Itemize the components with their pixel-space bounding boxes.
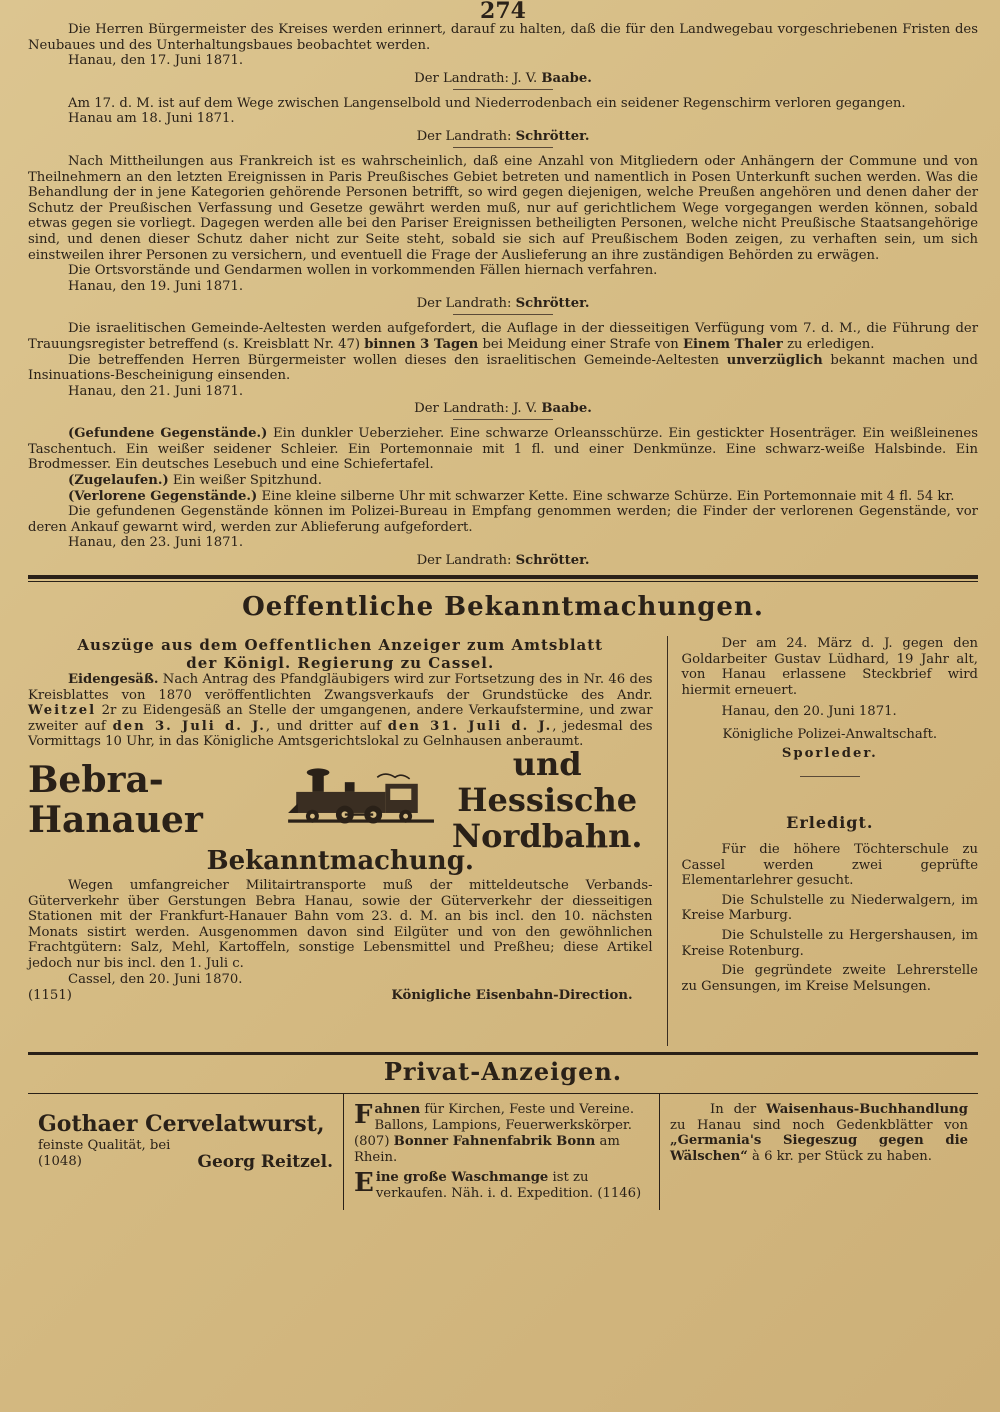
stray-label: (Zugelaufen.) (68, 473, 169, 489)
notice-regenschirm (28, 96, 978, 148)
ad-fahnen-place: am Rhein. (354, 1134, 620, 1166)
notice-text-part: Die betreffenden Herren Bürgermeister wollen dieses den israelitischen Gemeinde-Aeltesten (68, 352, 719, 368)
bahn-title-right-line1: und Hessische (457, 745, 638, 819)
steckbrief-date: Hanau, den 20. Juni 1871. (721, 704, 897, 720)
section-divider-thick (28, 575, 978, 579)
ad-waschmange-text: ist zu verkaufen. Näh. i. d. Expedition. (375, 1170, 594, 1202)
notice-fundsachen (28, 426, 978, 569)
lost-items (28, 489, 978, 505)
ad-waisenhaus-part: In der (710, 1102, 757, 1118)
left-column (28, 636, 668, 1046)
auction-date-1: den 3. Juli d. J. (112, 718, 266, 734)
notice-landwegebau (28, 22, 978, 90)
bahn-title-right (442, 746, 653, 854)
bahn-title-left: Bebra-Hanauer (28, 759, 203, 841)
private-ads (28, 1093, 978, 1210)
ad-waisenhaus-firm: Waisenhaus-Buchhandlung (766, 1102, 968, 1118)
steckbrief-sig1: Königliche Polizei-Anwaltschaft. (722, 727, 938, 742)
notice-date: Hanau, den 23. Juni 1871. (68, 535, 244, 551)
signature-prefix: Der Landrath: (416, 296, 512, 312)
deadline-emphasis: binnen 3 Tagen (364, 336, 479, 352)
notice-text: Die Herren Bürgermeister des Kreises werden erinnert, darauf zu halten, daß die für den Landwegebau vorgeschriebenen Fristen des Neubaues und des Unterhaltungsbaues beobachtet werden. (28, 22, 978, 53)
section-title: Oeffentliche Bekanntmachungen. (242, 592, 764, 623)
ad-fahnen-word: ahnen (374, 1102, 421, 1118)
notice-text (28, 321, 978, 352)
notice-date: Hanau am 18. Juni 1871. (68, 111, 235, 127)
erledigt-item-2: Die Schulstelle zu Niederwalgern, im Kreise Marburg. (681, 892, 978, 924)
ad-gotha-name: Georg Reitzel. (197, 1152, 333, 1173)
privat-title: Privat-Anzeigen. (383, 1057, 623, 1087)
separator (453, 147, 553, 148)
notice-date: Hanau, den 17. Juni 1871. (68, 53, 244, 69)
signature-name: Schrötter. (515, 128, 590, 144)
signature-name: Schrötter. (515, 553, 590, 569)
bahn-date: Cassel, den 20. Juni 1870. (68, 971, 243, 987)
ad-fahnen-block (354, 1102, 649, 1166)
signature-name: Baabe. (541, 401, 592, 417)
bahn-text: Wegen umfangreicher Militairtransporte muß der mitteldeutsche Verbands-Güterverkehr über Gerstungen Bebra Hanau, sowie der Güterverkehr der diesseitigen Stationen mit der Frankfurt-Hanauer Bahn vom 23. d. M. an bis incl. den 10. nächsten Monats sistirt werden. Ausgenommen davon sind Eilgüter und von den gewöhnlichen Frachtgütern: Salz, Mehl, Kartoffeln, sonstige Lebensmittel und Preßheu; diese Artikel jedoch nur bis incl. den 1. Juli c. (28, 878, 653, 971)
ad-fahnen (344, 1094, 660, 1210)
signature-name: Schrötter. (515, 296, 590, 312)
notice-signature (28, 295, 978, 312)
ad-fahnen-number: (807) (354, 1134, 390, 1150)
found-text: Ein dunkler Ueberzieher. Eine schwarze Orleansschürze. Ein gestickter Hosenträger. Ein weißleinenes Taschentuch. Ein weißer seidener Schleier. Ein Portemonnaie mit 1 fl. und einer Denkmünze. Eine schwarz-weiße Halsbinde. Ein Brodmesser. Ein deutsches Lesebuch und eine Schiefertafel. (28, 426, 978, 473)
auszuege-heading-line2: der Königl. Regierung zu Cassel. (186, 654, 495, 673)
auszuege-heading-line1: Auszüge aus dem Oeffentlichen Anzeiger zum Amtsblatt (77, 636, 604, 655)
auction-date-2: den 31. Juli d. J. (387, 718, 553, 734)
auszuege-text (28, 672, 653, 750)
section-divider-thin (28, 581, 978, 582)
bahn-title-row (28, 745, 653, 855)
found-items (28, 426, 978, 473)
ad-gothaer-cervelatwurst (28, 1094, 344, 1210)
lost-text: Eine kleine silberne Uhr mit schwarzer Kette. Eine schwarze Schürze. Ein Portemonnaie mit 4 fl. 54 kr. (261, 488, 955, 504)
notice-text-2: Die Ortsvorstände und Gendarmen wollen in vorkommenden Fällen hiernach verfahren. (68, 263, 658, 279)
ad-waisenhaus-text (670, 1102, 968, 1164)
notice-text-part: Die israelitischen Gemeinde-Aeltesten werden aufgefordert, die Auflage in der diesseitigen Verfügung vom 7. d. M., die Führung der Trauungsregister betreffend (s. Kreisblatt Nr. 47) (28, 321, 978, 352)
notice-text-part: bei Meidung einer Strafe von (482, 336, 679, 352)
bahn-ad-number: (1151) (28, 988, 72, 1004)
ad-waschmange-number: (1146) (597, 1186, 642, 1202)
separator (800, 776, 860, 777)
notice-text-2: Die gefundenen Gegenstände können im Polizei-Bureau in Empfang genommen werden; die Finder der verlorenen Gegenstände, vor deren Ankauf gewarnt wird, werden zur Ablieferung aufgefordert. (28, 504, 978, 535)
ad-gotha-number: (1048) (38, 1154, 82, 1170)
bahn-signature: Königliche Eisenbahn-Direction. (391, 988, 633, 1004)
auszuege-heading (28, 636, 653, 672)
notice-text: Am 17. d. M. ist auf dem Wege zwischen Langenselbold und Niederrodenbach ein seidener Regenschirm verloren gegangen. (68, 95, 906, 111)
notice-signature (28, 128, 978, 145)
ad-gotha-line2: feinste Qualität, bei (38, 1138, 171, 1154)
auszuege-text-part: , und dritter auf (265, 718, 381, 734)
person-name: Weitzel (28, 703, 97, 719)
erledigt-item-1: Für die höhere Töchterschule zu Cassel werden zwei geprüfte Elementarlehrer gesucht. (681, 842, 978, 889)
ad-waschmange-word: ine große Waschmange (375, 1170, 549, 1186)
steckbrief-sig2: Sporleder. (781, 746, 878, 761)
ad-waisenhaus-part: zu Hanau sind noch Gedenkblätter von (670, 1117, 968, 1133)
found-label: (Gefundene Gegenstände.) (68, 426, 268, 442)
ad-waisenhaus (660, 1094, 978, 1210)
ad-waisenhaus-title: „Germania's Siegeszug gegen die Wälschen“ (670, 1133, 968, 1164)
right-column (668, 636, 978, 1046)
separator (453, 89, 553, 90)
signature-prefix: Der Landrath: J. V. (414, 70, 538, 86)
erledigt-item-4: Die gegründete zweite Lehrerstelle zu Gensungen, im Kreise Melsungen. (681, 963, 978, 994)
ad-waisenhaus-part: à 6 kr. per Stück zu haben. (752, 1148, 932, 1164)
auszuege-text-part: , jedesmal des Vormittags 10 Uhr, in das Königliche Amtsgerichtslokal zu Gelnhausen anberaumt. (28, 718, 653, 750)
ad-waschmange-dropcap: E (354, 1170, 374, 1199)
ad-gotha-footer (38, 1152, 333, 1173)
ad-waschmange-block (354, 1170, 649, 1202)
notice-commune (28, 154, 978, 315)
stray-items (28, 473, 978, 489)
auszuege-text-part: Nach Antrag des Pfandgläubigers wird zur Fortsetzung des in Nr. 46 des Kreisblattes von 1870 veröffentlichten Zwangsverkaufs der Grundstücke des Andr. (28, 672, 653, 703)
separator (453, 314, 553, 315)
stray-text: Ein weißer Spitzhund. (172, 473, 322, 489)
ad-fahnen-firm: Bonner Fahnenfabrik Bonn (393, 1134, 596, 1150)
locomotive-icon (280, 760, 442, 840)
notice-signature (28, 400, 978, 417)
notice-text-part: bekannt machen und Insinuations-Bescheinigung einsenden. (28, 352, 978, 384)
ad-gotha-title: Gothaer Cervelatwurst, (38, 1111, 325, 1138)
lost-label: (Verlorene Gegenstände.) (68, 488, 258, 504)
notice-text: Nach Mittheilungen aus Frankreich ist es wahrscheinlich, daß eine Anzahl von Mitgliedern oder Anhängern der Commune und von Theilnehmern an den letzten Ereignissen in Paris Preußisches Gebiet betreten und namentlich in Posen Unterkunft suchen werden. Was die Behandlung der in jene Kategorien gehörende Personen betrifft, so wird gegen diejenigen, welche Preußen angehören und denen daher der Schutz der Preußischen Verfassung und Gesetze gewährt werden muß, nur auf gerichtlichem Wege vorgegangen werden können, sobald etwas gegen sie vorliegt. Dagegen werden alle bei den Pariser Ereignissen betheiligten Personen, welche nicht Preußische Staatsangehörige sind, und denen dieser Schutz daher nicht zur Seite steht, sobald sie sich auf Preußischem Boden zeigen, zu verhaften sein, um sich einstweilen ihrer Personen zu versichern, und eventuell die Frage der Auslieferung an ihre zuständigen Behörden zu erwägen. (28, 153, 978, 263)
notice-signature (28, 70, 978, 87)
erledigt-title: Erledigt. (786, 813, 874, 832)
fine-emphasis: Einem Thaler (682, 336, 783, 352)
notice-date: Hanau, den 19. Juni 1871. (68, 278, 244, 294)
erledigt-item-3: Die Schulstelle zu Hergershausen, im Kreise Rotenburg. (681, 927, 978, 959)
bahn-title-right-line2: Nordbahn. (451, 817, 643, 855)
steckbrief-text: Der am 24. März d. J. gegen den Goldarbeiter Gustav Lüdhard, 19 Jahr alt, von Hanau erlassene Steckbrief wird hiermit erneuert. (681, 636, 978, 698)
signature-prefix: Der Landrath: J. V. (414, 401, 538, 417)
ad-fahnen-text: für Kirchen, Feste und Vereine. Ballons, Lampions, Feuerwerkskörper. (374, 1102, 635, 1134)
page-number: 274 (480, 0, 526, 24)
separator (453, 419, 553, 420)
ad-fahnen-dropcap: F (354, 1102, 373, 1131)
signature-prefix: Der Landrath: (416, 128, 512, 144)
notice-date: Hanau, den 21. Juni 1871. (68, 383, 244, 399)
notice-signature (28, 552, 978, 569)
notice-text-2 (28, 353, 978, 384)
place-label: Eidengesäß. (68, 672, 159, 688)
signature-name: Baabe. (541, 70, 592, 86)
notice-trauungsregister (28, 321, 978, 420)
auszuege-text-part: 2r zu Eidengesäß an Stelle der umgangenen, andere Verkaufstermine, und zwar zweiter auf (28, 703, 653, 734)
bahn-signature-row (28, 987, 653, 1005)
urgency-emphasis: unverzüglich (726, 352, 823, 368)
signature-prefix: Der Landrath: (416, 553, 512, 569)
public-notices-columns (28, 636, 978, 1046)
notice-text-part: zu erledigen. (787, 336, 875, 352)
bahn-subtitle: Bekanntmachung. (206, 846, 474, 876)
privat-divider (28, 1052, 978, 1055)
